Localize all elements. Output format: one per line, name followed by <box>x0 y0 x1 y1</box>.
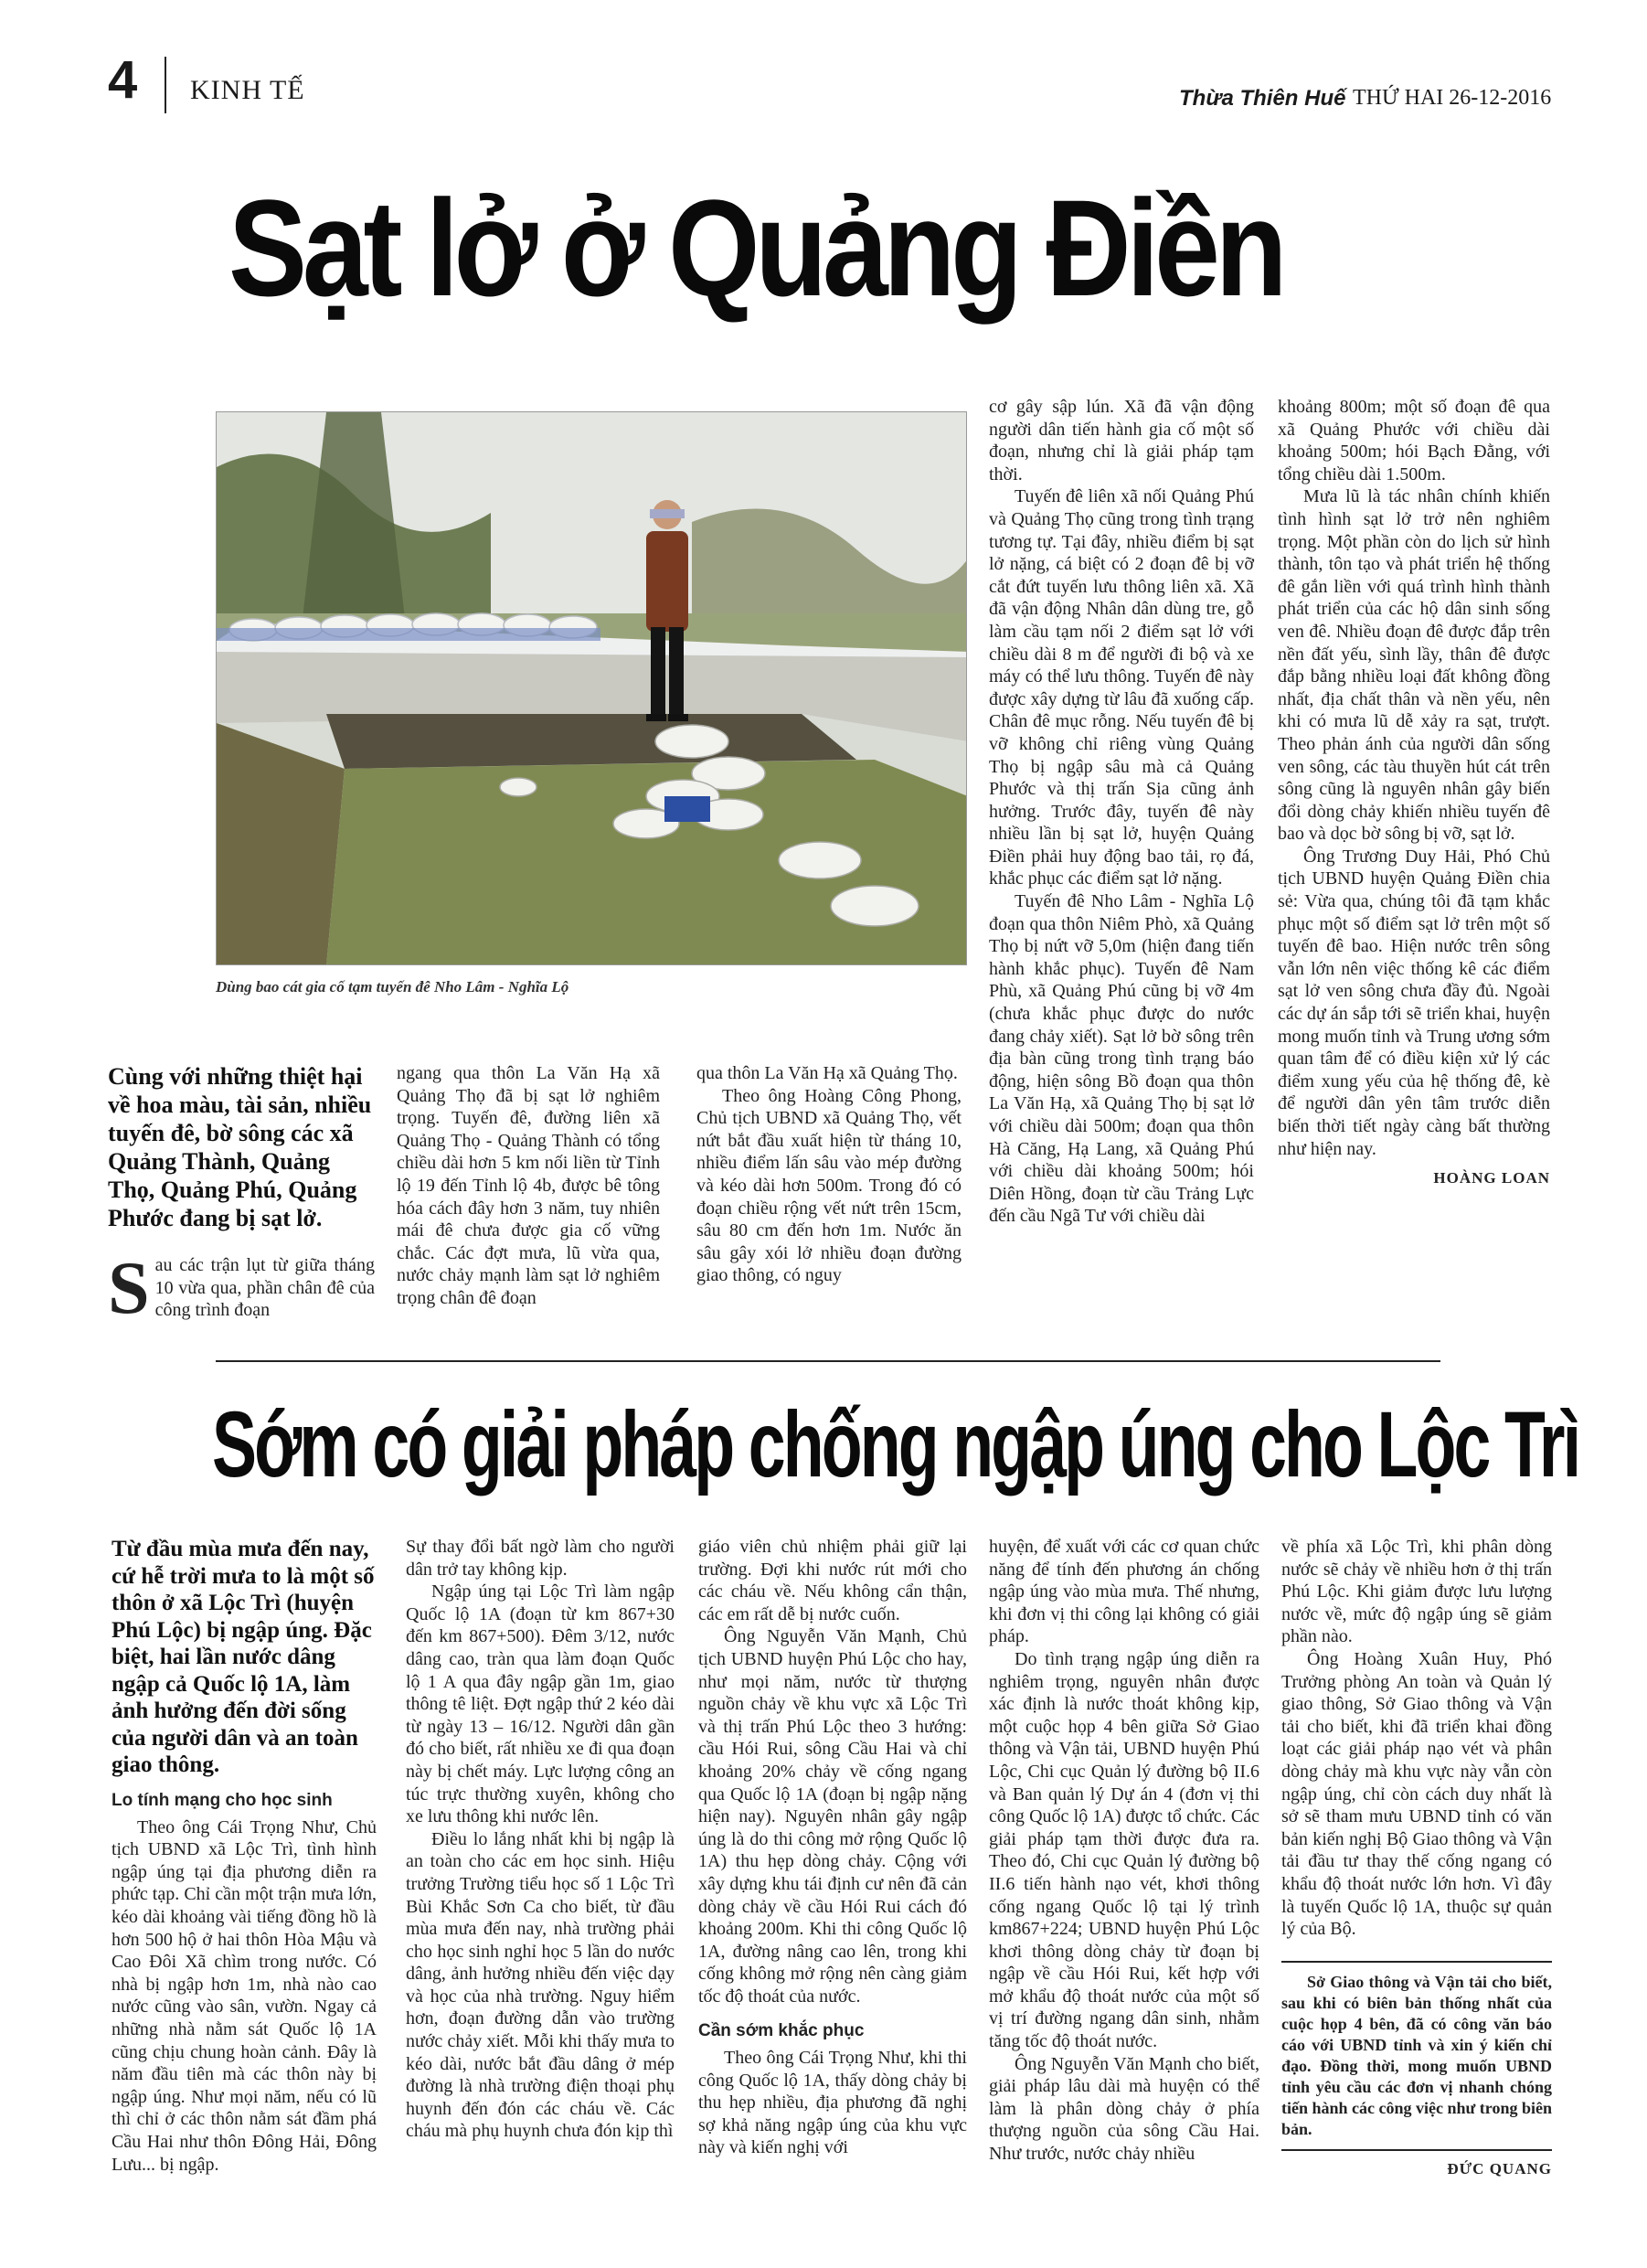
article2-col4-p2: Do tình trạng ngập úng diễn ra nghiêm trọng, nguyên nhân được xác định là nước thoát không kịp, một cuộc họp 4 bên giữa Sở Giao thông và Vận tải, UBND huyện Phú Lộc, Chi cục Quản lý đường bộ II.6 và Ban quản lý Dự án 4 (đơn vị thi công Quốc lộ 1A) được tổ chức. Các giải pháp tạm thời được đưa ra. Theo đó, Chi cục Quản lý đường bộ II.6 tiến hành nạo vét, khơi thông cống ngang Quốc lộ tại lý trình km867+224; UBND huyện Phú Lộc khơi thông dòng chảy từ đoạn bị ngập về cầu Hói Rui, kết hợp với mở khẩu độ thoát nước của một số vị trí đường ngang dân sinh, nhằm tăng tốc độ thoát nước. <box>989 1648 1259 2052</box>
info-box-text: Sở Giao thông và Vận tải cho biết, sau khi có biên bản thống nhất của cuộc họp 4 bên, đã có công văn báo cáo với UBND tỉnh và xin ý kiến chỉ đạo. Đồng thời, mong muốn UBND tỉnh yêu cầu các đơn vị nhanh chóng tiến hành các công việc như trong biên bản. <box>1281 1972 1552 2138</box>
article1-col3-p1: qua thôn La Văn Hạ xã Quảng Thọ. <box>696 1063 958 1083</box>
page-number: 4 <box>108 50 138 110</box>
article2-column-1 <box>112 1790 377 2176</box>
article1-col4-p3: Tuyến đê Nho Lâm - Nghĩa Lộ đoạn qua thôn Niêm Phò, xã Quảng Thọ bị nứt vỡ 5,0m (hiện đang tiến hành khắc phục). Tuyến đê Nam Phù, xã Quảng Phú cũng bị vỡ 4m (chưa khắc phục được do nước đang chảy xiết). Sạt lở bờ sông trên địa bàn cũng trong tình trạng báo động, hiện sông Bồ đoạn qua thôn La Văn Hạ, xã Quảng Thọ bị sạt lở với chiều dài 500m; đoạn qua thôn Hà Căng, Hạ Lang, xã Quảng Phú với chiều dài khoảng 500m; hói Diên Hồng, đoạn từ cầu Trảng Lực đến cầu Ngã Tư với chiều dài <box>989 891 1254 1227</box>
article1-column-2 <box>397 1062 660 1310</box>
article-separator <box>216 1360 1440 1362</box>
issue-date: THỨ HAI 26-12-2016 <box>1353 86 1552 110</box>
article1-col5-p2: Mưa lũ là tác nhân chính khiến tình hình sạt lở trở nên nghiêm trọng. Một phần còn do lịch sử hình thành, tôn tạo và phát triển hệ thống đê gắn liền với quá trình hình thành phát triển của các hộ dân sinh sống ven đê. Nhiều đoạn đê được đắp trên nền đất yếu, sình lầy, thân đê được đắp bằng nhiều loại đất không đồng nhất, địa chất thân và nền yếu, nên khi có mưa lũ dễ xảy ra sạt, trượt. Theo phản ánh của người dân sống ven sông, các tàu thuyền hút cát trên sông cũng là nguyên nhân gây biến đổi dòng chảy khiến nhiều tuyến đê bao và dọc bờ sông bị vỡ, sạt lở. <box>1278 486 1550 845</box>
article2-col2-p3: Điều lo lắng nhất khi bị ngập là an toàn cho các em học sinh. Hiệu trưởng Trường tiểu học số 1 Lộc Trì Bùi Khắc Sơn Ca cho biết, từ đầu mùa mưa đến nay, nhà trường phải cho học sinh nghỉ học 5 lần do nước dâng, ảnh hưởng nhiều đến việc dạy và học của nhà trường. Nguy hiểm hơn, đoạn đường dẫn vào trường nước chảy xiết. Mỗi khi thấy mưa to kéo dài, nước bắt đầu dâng ở mép đường là nhà trường điện thoại phụ huynh đến đón các cháu về. Các cháu mà phụ huynh chưa đón kịp thì <box>406 1828 675 2142</box>
article1-col4-p2: Tuyến đê liên xã nối Quảng Phú và Quảng Thọ cũng trong tình trạng tương tự. Tại đây, nhiều điểm bị sạt lở nặng, cá biệt có 2 đoạn đê bị vỡ cắt đứt tuyến lưu thông liên xã. Xã đã vận động Nhân dân dùng tre, gỗ làm cầu tạm nối 2 điểm sạt lở với chiều dài 8 m để người đi bộ và xe máy có thể lưu thông. Tuyến đê này được xây dựng từ lâu đã xuống cấp. Chân đê mục rỗng. Nếu tuyến đê bị vỡ không chỉ riêng vùng Quảng Thọ bị ngập sâu mà cả Quảng Phước và thị trấn Sịa cũng ảnh hưởng. Trước đây, tuyến đê này nhiều lần bị sạt lở, huyện Quảng Điền phải huy động bao tải, rọ đá, khắc phục các điểm sạt lở nặng. <box>989 486 1254 889</box>
article2-col3-p1: giáo viên chủ nhiệm phải giữ lại trường. Đợi khi nước rút mới cho các cháu về. Nếu không cẩn thận, các em rất dễ bị nước cuốn. <box>698 1537 967 1624</box>
article2-col4-p1: huyện, để xuất với các cơ quan chức năng để tính đến phương án chống ngập úng vào mùa mưa. Thế nhưng, khi đơn vị thi công lại không có giải pháp. <box>989 1537 1259 1647</box>
header-divider <box>165 57 166 113</box>
article1-column-3 <box>696 1062 962 1287</box>
article1-author: HOÀNG LOAN <box>1433 1169 1550 1187</box>
article2-col5-p1: về phía xã Lộc Trì, khi phân dòng nước sẽ chảy về nhiều hơn ở thị trấn Phú Lộc. Khi giảm được lưu lượng nước về, mức độ ngập úng sẽ giảm phần nào. <box>1281 1537 1552 1647</box>
article2-author: ĐỨC QUANG <box>1447 2159 1552 2177</box>
article1-column-4 <box>989 396 1254 1228</box>
article1-column-5 <box>1278 396 1550 1190</box>
article2-column-4 <box>989 1536 1259 2166</box>
article1-col2-text: ngang qua thôn La Văn Hạ xã Quảng Thọ đã bị sạt lở nghiêm trọng. Tuyến đê, đường liên xã Quảng Thọ - Quảng Thành có tổng chiều dài hơn 5 km nối liền từ Tỉnh lộ 19 đến Tỉnh lộ 4b, được bê tông hóa cách đây hơn 3 năm, tuy nhiên mái đê chưa được gia cố vững chắc. Các đợt mưa, lũ vừa qua, nước chảy mạnh làm sạt lở nghiêm trọng chân đê đoạn <box>397 1063 660 1308</box>
photo-caption: Dùng bao cát gia cố tạm tuyến đê Nho Lâm - Nghĩa Lộ <box>216 978 569 996</box>
article2-col5-p2: Ông Hoàng Xuân Huy, Phó Trưởng phòng An toàn và Quản lý giao thông, Sở Giao thông và Vận tải cho biết, khi đã triển khai đồng loạt các giải pháp nạo vét và phân dòng chảy mà khu vực này vẫn còn ngập úng, chỉ còn cách duy nhất là sở sẽ tham mưu UBND tỉnh có văn bản kiến nghị Bộ Giao thông và Vận tải đầu tư thay thế cống ngang có khẩu độ thoát nước lớn hơn. Vì đây là tuyến Quốc lộ 1A, thuộc sự quản lý của Bộ. <box>1281 1648 1552 1940</box>
article2-column-2 <box>406 1536 675 2143</box>
article2-column-3 <box>698 1536 967 2159</box>
article2-column-5 <box>1281 1536 1552 2180</box>
dike-photo-illustration <box>217 412 967 965</box>
article2-subhead-1: Lo tính mạng cho học sinh <box>112 1791 333 1810</box>
article1-col5-p1: khoảng 800m; một số đoạn đê qua xã Quảng Phước với chiều dài khoảng 500m; hói Bạch Đằng, với tổng chiều dài 1.500m. <box>1278 397 1550 484</box>
article2-title: Sớm có giải pháp chống ngập úng cho Lộc Trì <box>212 1392 1579 1496</box>
article1-col4-p1: cơ gây sập lún. Xã đã vận động người dân tiến hành gia cố một số đoạn, nhưng chỉ là giải pháp tạm thời. <box>989 397 1254 484</box>
article1-col5-p3: Ông Trương Duy Hải, Phó Chủ tịch UBND huyện Quảng Điền chia sẻ: Vừa qua, chúng tôi đã tạm khắc phục một số điểm sạt lở trên một số tuyến đê bao. Hiện nước trên sông vẫn lớn nên việc thống kê các điểm sạt lở ven sông chưa đầy đủ. Ngoài các dự án sắp tới sẽ triển khai, huyện mong muốn tỉnh và Trung ương sớm quan tâm để có điều kiện xử lý các điểm xung yếu của hệ thống đê, kè để người dân yên tâm trước diễn biến thời tiết ngày càng bất thường như hiện nay. <box>1278 846 1550 1159</box>
article2-subhead-2: Cần sớm khắc phục <box>698 2021 865 2041</box>
article2-col3-p3: Theo ông Cái Trọng Như, khi thi công Quốc lộ 1A, thấy dòng chảy bị thu hẹp nhiều, địa phương đã nghị sợ khả năng ngập úng của khu vực này và kiến nghị với <box>698 2048 967 2158</box>
article2-col2-p2: Ngập úng tại Lộc Trì làm ngập Quốc lộ 1A (đoạn từ km 867+30 đến km 867+500). Đêm 3/12, nước dâng cao, tràn qua làm đoạn Quốc lộ 1 A qua đây ngập gần 1m, giao thông tê liệt. Đợt ngập thứ 2 kéo dài từ ngày 13 – 16/12. Người dân gần đó cho biết, rất nhiều xe đi qua đoạn này bị chết máy. Lực lượng công an túc trực thường xuyên, không cho xe lưu thông khi nước lên. <box>406 1581 675 1827</box>
drop-cap: S <box>108 1246 150 1329</box>
info-box <box>1281 1961 1552 2151</box>
article2-lead: Từ đầu mùa mưa đến nay, cứ hễ trời mưa to là một số thôn ở xã Lộc Trì (huyện Phú Lộc) bị ngập úng. Đặc biệt, hai lần nước dâng ngập cả Quốc lộ 1A, làm ảnh hưởng đến đời sống của người dân và an toàn giao thông. <box>112 1537 375 1777</box>
article1-title: Sạt lở ở Quảng Điền <box>228 171 1283 325</box>
article1-column-1 <box>108 1246 375 1329</box>
article2-col4-p3: Ông Nguyễn Văn Mạnh cho biết, giải pháp lâu dài mà huyện có thể làm là phân dòng chảy ở phía thượng nguồn của sông Cầu Hai. Như trước, nước chảy nhiều <box>989 2053 1259 2165</box>
article1-col1-text: au các trận lụt từ giữa tháng 10 vừa qua, phần chân đê của công trình đoạn <box>154 1255 375 1321</box>
article2-col3-p2: Ông Nguyễn Văn Mạnh, Chủ tịch UBND huyện Phú Lộc cho hay, như mọi năm, nước từ thượng nguồn chảy về khu vực xã Lộc Trì và thị trấn Phú Lộc theo 3 hướng: cầu Hói Rui, sông Cầu Hai và chỉ khoảng 20% chảy về cống ngang qua Quốc lộ 1A (đoạn bị ngập nặng hiện nay). Nguyên nhân gây ngập úng là do thi công mở rộng Quốc lộ 1A) thu hẹp dòng chảy. Cộng với xây dựng khu tái định cư nên đã cản dòng chảy về cầu Hói Rui cách đó khoảng 200m. Khi thi công Quốc lộ 1A, đường nâng cao lên, trong khi cống không mở rộng nên càng giảm tốc độ thoát của nước. <box>698 1626 967 2007</box>
section-name: KINH TẾ <box>190 75 305 105</box>
article1-col3-p2: Theo ông Hoàng Công Phong, Chủ tịch UBND xã Quảng Thọ, vết nứt bắt đầu xuất hiện từ tháng 10, nhiều điểm lấn sâu vào mép đường và kéo dài hơn 500m. Trong đó có đoạn chiều rộng vết nứt trên 15cm, sâu 80 cm đến hơn 1m. Nước ăn sâu gây xói lở nhiều đoạn đường giao thông, có nguy <box>696 1085 962 1286</box>
article1-lead: Cùng với những thiệt hại về hoa màu, tài sản, nhiều tuyến đê, bờ sông các xã Quảng Thành, Quảng Thọ, Quảng Phú, Quảng Phước đang bị sạt lở. <box>108 1063 372 1231</box>
paper-name: Thừa Thiên Huế <box>1179 86 1346 111</box>
article2-col1-p1: Theo ông Cái Trọng Như, Chủ tịch UBND xã Lộc Trì, tình hình ngập úng tại địa phương diễn ra phức tạp. Chỉ cần một trận mưa lớn, kéo dài khoảng vài tiếng đồng hồ là hơn 500 hộ ở hai thôn Hòa Mậu và Cao Đôi Xã chìm trong nước. Có nhà bị ngập hơn 1m, nhà nào cao nước cũng vào sân, vườn. Ngay cả những nhà nằm sát Quốc lộ 1A cũng chịu chung hoàn cảnh. Đây là năm đầu tiên mà các thôn này bị ngập úng. Như mọi năm, nếu có lũ thì chỉ ở các thôn nằm sát đầm phá Cầu Hai như thôn Đông Hải, Đông Lưu... bị ngập. <box>112 1816 377 2175</box>
article1-photo <box>216 411 967 965</box>
article2-col2-p1: Sự thay đổi bất ngờ làm cho người dân trở tay không kịp. <box>406 1537 675 1580</box>
